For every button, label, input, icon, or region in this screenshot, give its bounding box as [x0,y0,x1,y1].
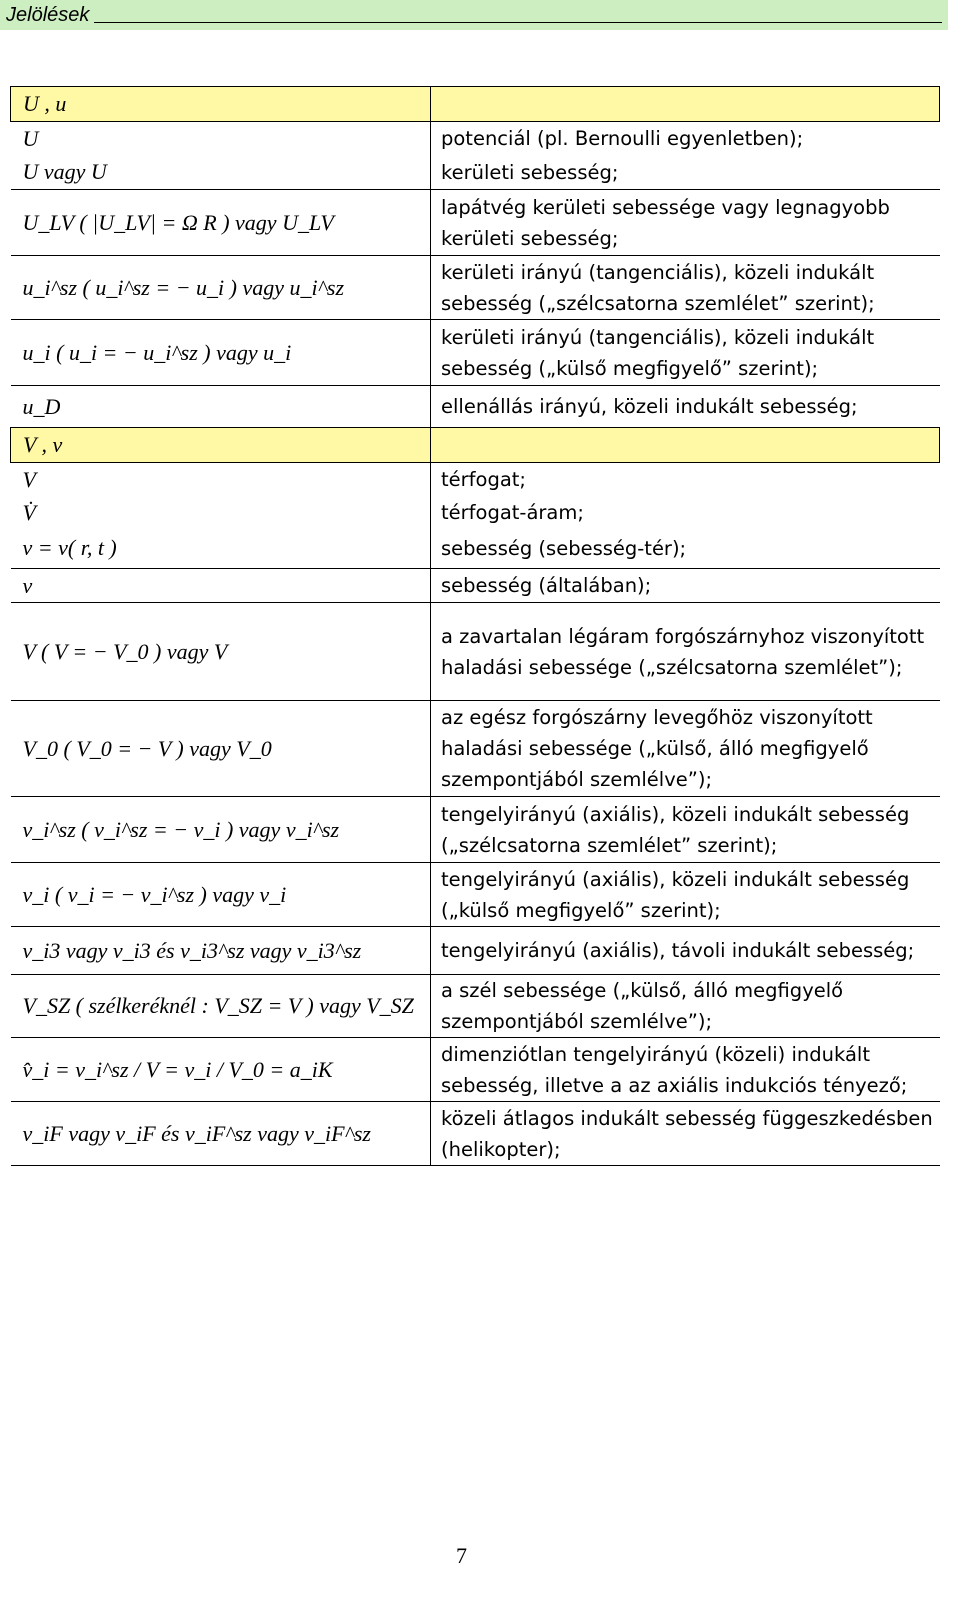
symbol-cell: V̇ [11,497,431,529]
table-row [11,256,940,320]
header-rule [94,22,942,23]
description-cell: tengelyirányú (axiális), közeli indukált sebesség („külső megfigyelő” szerint); [431,863,940,927]
symbol-cell: V_0 ( V_0 = − V ) vagy V_0 [11,701,431,797]
description-cell: térfogat-áram; [441,501,584,524]
section-spacer [431,428,940,463]
section-header-u [11,87,940,122]
description-cell: sebesség (általában); [431,569,940,603]
header-bar [0,0,948,30]
section-spacer [431,87,940,122]
symbol-cell: v̂_i = v_i^sz / V = v_i / V_0 = a_iK [11,1038,431,1102]
symbol-cell: v_iF vagy v_iF és v_iF^sz vagy v_iF^sz [11,1102,431,1166]
symbol-cell: V_SZ ( szélkeréknél : V_SZ = V ) vagy V_SZ [11,975,431,1038]
table-row [11,927,940,975]
description-cell: a szél sebessége („külső, álló megfigyelő szempontjából szemlélve”); [431,975,940,1038]
description-cell: lapátvég kerületi sebessége vagy legnagyobb kerületi sebesség; [431,190,940,256]
symbol-cell: V [11,463,431,497]
table-row [11,569,940,603]
page-number: 7 [456,1543,467,1568]
symbol-cell: v = v( r, t ) [11,529,431,569]
symbol-cell: v_i^sz ( v_i^sz = − v_i ) vagy v_i^sz [11,797,431,863]
header-title: Jelölések [6,4,90,26]
section-title: V , v [11,428,431,463]
table-row [11,190,940,256]
description-cell: dimenziótlan tengelyirányú (közeli) indukált sebesség, illetve a az axiális indukciós tényező; [431,1038,940,1102]
table-row [11,497,940,529]
section-title: U , u [11,87,431,122]
description-cell: tengelyirányú (axiális), közeli indukált sebesség („szélcsatorna szemlélet” szerint); [431,797,940,863]
description-cell: kerületi irányú (tangenciális), közeli indukált sebesség („külső megfigyelő” szerint); [431,320,940,386]
symbol-cell: v_i3 vagy v_i3 és v_i3^sz vagy v_i3^sz [11,927,431,975]
table-row [11,122,940,156]
description-cell: az egész forgószárny levegőhöz viszonyított haladási sebessége („külső, álló megfigyelő szempontjából szemlélve”); [431,701,940,797]
description-cell: tengelyirányú (axiális), távoli indukált sebesség; [431,927,940,975]
table-row [11,1038,940,1102]
symbol-cell: v [11,569,431,603]
symbol-cell: u_i^sz ( u_i^sz = − u_i ) vagy u_i^sz [11,256,431,320]
table-row [11,463,940,497]
table-row [11,529,940,569]
table-row [11,1102,940,1166]
description-cell: kerületi irányú (tangenciális), közeli indukált sebesség („szélcsatorna szemlélet” szerint); [431,256,940,320]
table-row [11,603,940,701]
symbol-cell: U vagy U [11,156,431,190]
description-cell: ellenállás irányú, közeli indukált sebesség; [431,386,940,428]
table-row [11,701,940,797]
description-cell: potenciál (pl. Bernoulli egyenletben); [441,127,804,151]
description-cell: a zavartalan légáram forgószárnyhoz viszonyított haladási sebessége („szélcsatorna szemlélet”); [431,603,940,701]
symbol-cell: U [11,122,431,156]
description-cell: sebesség (sebesség-tér); [431,529,940,569]
table-row [11,320,940,386]
table-row [11,863,940,927]
description-cell: térfogat; [441,468,526,492]
table-row [11,386,940,428]
table-row [11,975,940,1038]
description-cell: kerületi sebesség; [431,156,940,190]
table-row [11,156,940,190]
symbol-cell: V ( V = − V_0 ) vagy V [11,603,431,701]
notation-table [10,86,940,1166]
symbol-cell: U_LV ( |U_LV| = Ω R ) vagy U_LV [11,190,431,256]
symbol-cell: u_D [11,386,431,428]
table-row [11,797,940,863]
symbol-cell: u_i ( u_i = − u_i^sz ) vagy u_i [11,320,431,386]
section-header-v [11,428,940,463]
symbol-cell: v_i ( v_i = − v_i^sz ) vagy v_i [11,863,431,927]
description-cell: közeli átlagos indukált sebesség függeszkedésben (helikopter); [431,1102,940,1166]
